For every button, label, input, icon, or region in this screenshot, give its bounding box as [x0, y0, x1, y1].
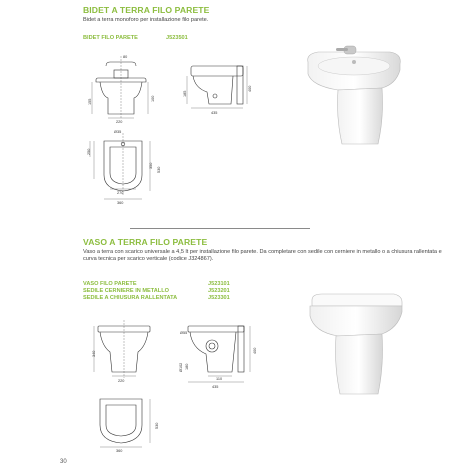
- vaso-front-drawing: [90, 316, 160, 386]
- dim-front-right: 100: [151, 95, 155, 102]
- bidet-subtitle: Bidet a terra monoforo per installazione filo parete.: [83, 17, 209, 23]
- dim-side-left: 185: [183, 90, 187, 97]
- dim-vaso-front-left: 340: [92, 350, 96, 357]
- dim-top-right: 530: [157, 166, 161, 173]
- bidet-product-label: BIDET FILO PARETE: [83, 35, 138, 41]
- bidet-side-drawing: [181, 52, 251, 124]
- section-divider: [130, 228, 310, 229]
- dim-front-top: 80: [123, 55, 128, 59]
- bidet-front-drawing: [88, 52, 158, 124]
- dim-top-left: 250: [87, 148, 91, 155]
- vaso-side-drawing: [178, 316, 258, 390]
- dim-side-right: 400: [248, 85, 252, 92]
- dim-vaso-side-inner: 110: [216, 377, 223, 381]
- dim-top-hole: Ø35: [114, 130, 122, 134]
- dim-vaso-front-bottom: 220: [118, 379, 125, 383]
- vaso-product-code-1: J523101: [208, 281, 230, 287]
- dim-front-bottom: 220: [116, 120, 123, 124]
- bidet-product-code: J523501: [166, 35, 188, 41]
- dim-vaso-side-hole: Ø55: [180, 331, 188, 335]
- dim-top-bottom-inner: 270: [117, 191, 124, 195]
- dim-top-bottom: 360: [117, 201, 124, 205]
- dim-side-bottom: 435: [211, 111, 218, 115]
- vaso-section-title: VASO A TERRA FILO PARETE: [83, 237, 208, 247]
- dim-vaso-side-bottom: 435: [212, 385, 219, 389]
- dim-front-left: 155: [88, 98, 92, 105]
- bidet-product-image: [298, 40, 408, 150]
- vaso-product-image: [298, 290, 408, 402]
- dim-vaso-side-drain: Ø102: [179, 362, 183, 372]
- vaso-description: Vaso a terra con scarico universale a 4,5 lt per installazione filo parete. Da completare con sedile con cerniere in metallo o a chiusura rallentata e curva tecnica per scarico verticale (codice J324867).: [83, 249, 442, 262]
- dim-vaso-top-bottom: 360: [116, 449, 123, 453]
- bidet-top-drawing: [84, 127, 164, 205]
- vaso-top-drawing: [86, 389, 166, 453]
- vaso-product-label-2: SEDILE CERNIERE IN METALLO: [83, 288, 169, 294]
- dim-top-inner: 350: [149, 162, 153, 169]
- vaso-product-label-3: SEDILE A CHIUSURA RALLENTATA: [83, 295, 178, 301]
- vaso-product-code-3: J523301: [208, 295, 230, 301]
- vaso-product-label-1: VASO FILO PARETE: [83, 281, 137, 287]
- bidet-section-title: BIDET A TERRA FILO PARETE: [83, 5, 210, 15]
- dim-vaso-top-right: 530: [155, 422, 159, 429]
- dim-vaso-side-right: 400: [253, 347, 257, 354]
- page-number: 30: [60, 459, 67, 465]
- dim-vaso-side-drain-h: 180: [185, 363, 189, 370]
- vaso-product-code-2: J523201: [208, 288, 230, 294]
